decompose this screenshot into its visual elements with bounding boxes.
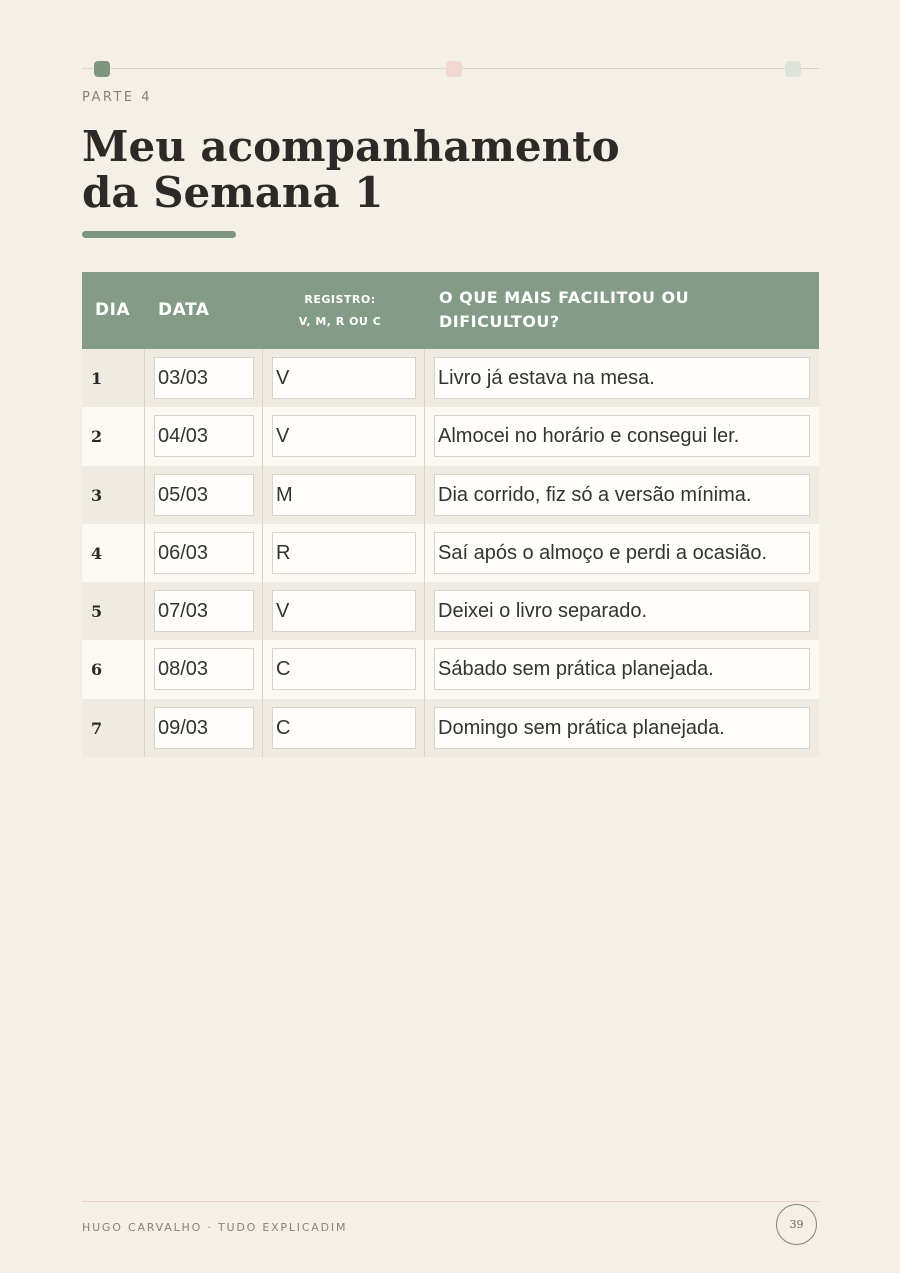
day-number: 6	[91, 660, 103, 680]
registro-field[interactable]: C	[272, 648, 416, 690]
note-field[interactable]: Domingo sem prática planejada.	[434, 707, 810, 749]
column-divider	[144, 524, 145, 582]
date-field[interactable]: 09/03	[154, 707, 254, 749]
column-divider	[262, 640, 263, 698]
date-field[interactable]: 06/03	[154, 532, 254, 574]
registro-field[interactable]: C	[272, 707, 416, 749]
page-title	[82, 124, 702, 216]
page-title-line2: da Semana 1	[82, 168, 384, 217]
day-number: 5	[91, 602, 103, 622]
page-number: 39	[776, 1204, 817, 1245]
title-underline	[82, 231, 236, 238]
column-divider	[424, 524, 425, 582]
note-field[interactable]: Saí após o almoço e perdi a ocasião.	[434, 532, 810, 574]
column-divider	[262, 699, 263, 757]
date-field[interactable]: 03/03	[154, 357, 254, 399]
column-divider	[144, 466, 145, 524]
table-row	[82, 407, 819, 465]
section-progress	[82, 60, 819, 78]
day-number: 7	[91, 718, 103, 738]
column-divider	[262, 582, 263, 640]
column-divider	[262, 349, 263, 407]
footer-divider	[82, 1201, 819, 1202]
registro-field[interactable]: R	[272, 532, 416, 574]
progress-dot	[446, 61, 462, 77]
table-row	[82, 349, 819, 407]
date-field[interactable]: 04/03	[154, 415, 254, 457]
column-divider	[424, 640, 425, 698]
date-field[interactable]: 07/03	[154, 590, 254, 632]
header-registro	[264, 289, 416, 333]
date-field[interactable]: 05/03	[154, 474, 254, 516]
column-divider	[144, 407, 145, 465]
note-field[interactable]: Dia corrido, fiz só a versão mínima.	[434, 474, 810, 516]
registro-field[interactable]: V	[272, 415, 416, 457]
table-row	[82, 524, 819, 582]
header-data: DATA	[158, 300, 210, 320]
note-field[interactable]: Almocei no horário e consegui ler.	[434, 415, 810, 457]
column-divider	[424, 349, 425, 407]
registro-field[interactable]: M	[272, 474, 416, 516]
column-divider	[144, 349, 145, 407]
column-divider	[262, 524, 263, 582]
header-registro-line2: V, M, R OU C	[298, 315, 382, 328]
table-row	[82, 640, 819, 698]
table-row	[82, 582, 819, 640]
page-title-line1: Meu acompanhamento	[82, 122, 620, 171]
column-divider	[424, 582, 425, 640]
column-divider	[424, 407, 425, 465]
day-number: 2	[91, 427, 103, 447]
header-registro-line1: REGISTRO:	[304, 293, 376, 306]
registro-field[interactable]: V	[272, 590, 416, 632]
tracking-table	[82, 272, 819, 757]
note-field[interactable]: Deixei o livro separado.	[434, 590, 810, 632]
progress-dot	[785, 61, 801, 77]
day-number: 1	[91, 369, 103, 388]
column-divider	[144, 699, 145, 757]
table-row	[82, 699, 819, 757]
column-divider	[144, 582, 145, 640]
table-body	[82, 349, 819, 757]
part-label: PARTE 4	[82, 90, 153, 105]
column-divider	[424, 699, 425, 757]
header-facilitou: O QUE MAIS FACILITOU OU DIFICULTOU?	[439, 288, 690, 331]
footer-credit: HUGO CARVALHO · TUDO EXPLICADIM	[82, 1221, 348, 1234]
note-field[interactable]: Livro já estava na mesa.	[434, 357, 810, 399]
day-number: 4	[91, 543, 103, 563]
column-divider	[262, 407, 263, 465]
note-field[interactable]: Sábado sem prática planejada.	[434, 648, 810, 690]
registro-field[interactable]: V	[272, 357, 416, 399]
table-header	[82, 272, 819, 349]
column-divider	[262, 466, 263, 524]
date-field[interactable]: 08/03	[154, 648, 254, 690]
day-number: 3	[91, 485, 103, 505]
table-row	[82, 466, 819, 524]
column-divider	[144, 640, 145, 698]
column-divider	[424, 466, 425, 524]
progress-dot-active	[94, 61, 110, 77]
header-dia: DIA	[95, 300, 131, 320]
